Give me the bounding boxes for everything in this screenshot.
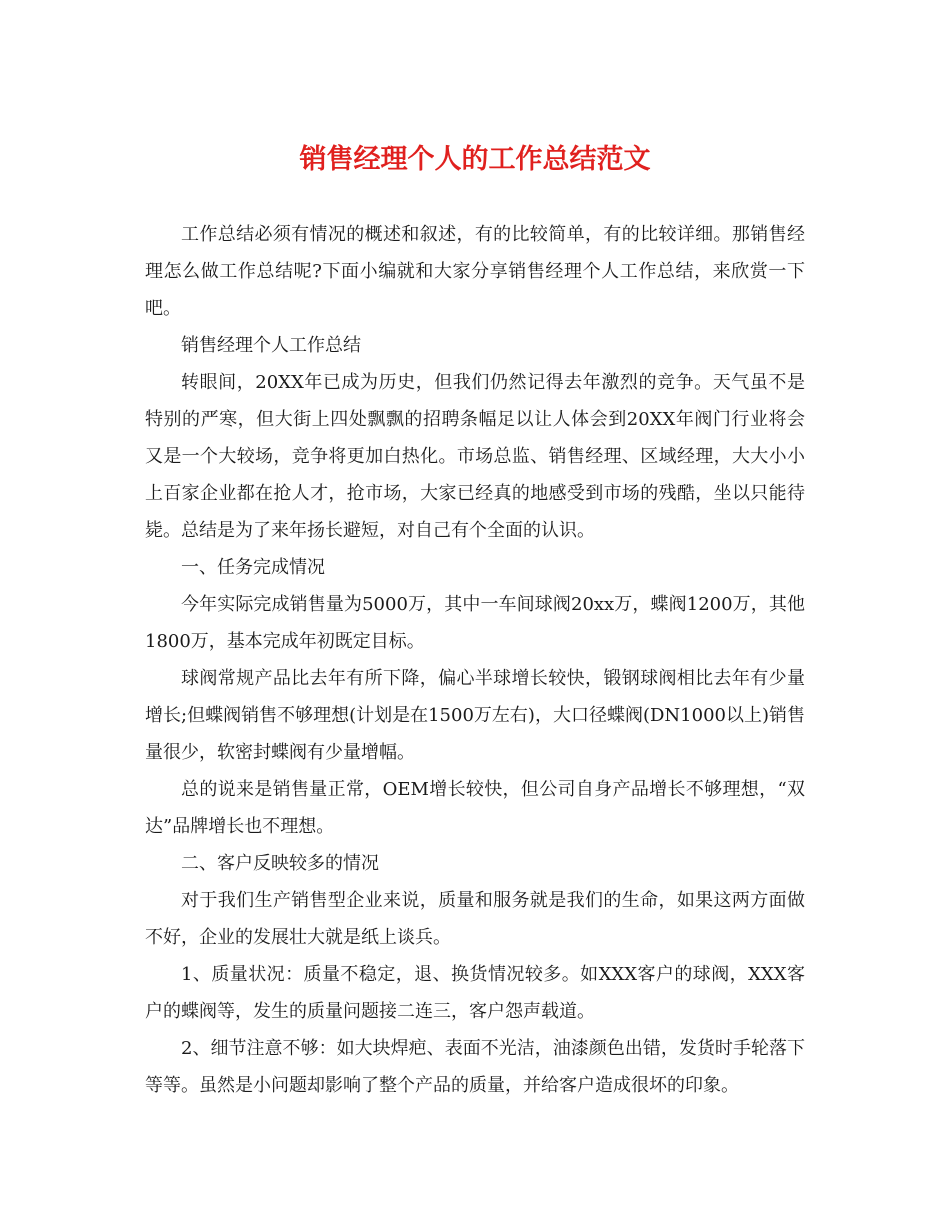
paragraph-product-analysis: 球阀常规产品比去年有所下降，偏心半球增长较快，锻钢球阀相比去年有少量增长;但蝶阀销售不够理想(计划是在1500万左右)，大口径蝶阀(DN1000以上)销售量很少，软密封蝶阀有少量增幅。 — [145, 668, 805, 763]
paragraph-section-heading: 销售经理个人工作总结 — [181, 335, 361, 356]
paragraph-intro: 工作总结必须有情况的概述和叙述，有的比较简单，有的比较详细。那销售经理怎么做工作总结呢?下面小编就和大家分享销售经理个人工作总结，来欣赏一下吧。 — [145, 224, 805, 319]
document-body — [145, 216, 805, 1104]
paragraph-detail-attention: 2、细节注意不够：如大块焊疤、表面不光洁，油漆颜色出错，发货时手轮落下等等。虽然是小问题却影响了整个产品的质量，并给客户造成很坏的印象。 — [145, 1038, 805, 1096]
paragraph-quality-service: 对于我们生产销售型企业来说，质量和服务就是我们的生命，如果这两方面做不好，企业的发展壮大就是纸上谈兵。 — [145, 890, 805, 948]
paragraph-review: 转眼间，20XX年已成为历史，但我们仍然记得去年激烈的竞争。天气虽不是特别的严寒，但大街上四处飘飘的招聘条幅足以让人体会到20XX年阀门行业将会又是一个大较场，竞争将更加白热化。市场总监、销售经理、区域经理，大大小小上百家企业都在抢人才，抢市场，大家已经真的地感受到市场的残酷，坐以只能待毙。总结是为了来年扬长避短，对自己有个全面的认识。 — [145, 372, 805, 541]
document-title: 销售经理个人的工作总结范文 — [299, 144, 651, 175]
paragraph-quality-status: 1、质量状况：质量不稳定，退、换货情况较多。如XXX客户的球阀，XXX客户的蝶阀等，发生的质量问题接二连三，客户怨声载道。 — [145, 964, 805, 1022]
paragraph-sales-volume: 今年实际完成销售量为5000万，其中一车间球阀20xx万，蝶阀1200万，其他1800万，基本完成年初既定目标。 — [145, 594, 805, 652]
paragraph-heading-task-completion: 一、任务完成情况 — [181, 557, 325, 578]
paragraph-heading-customer-feedback: 二、客户反映较多的情况 — [181, 853, 379, 874]
paragraph-summary: 总的说来是销售量正常，OEM增长较快，但公司自身产品增长不够理想，“双达”品牌增长也不理想。 — [145, 779, 805, 837]
